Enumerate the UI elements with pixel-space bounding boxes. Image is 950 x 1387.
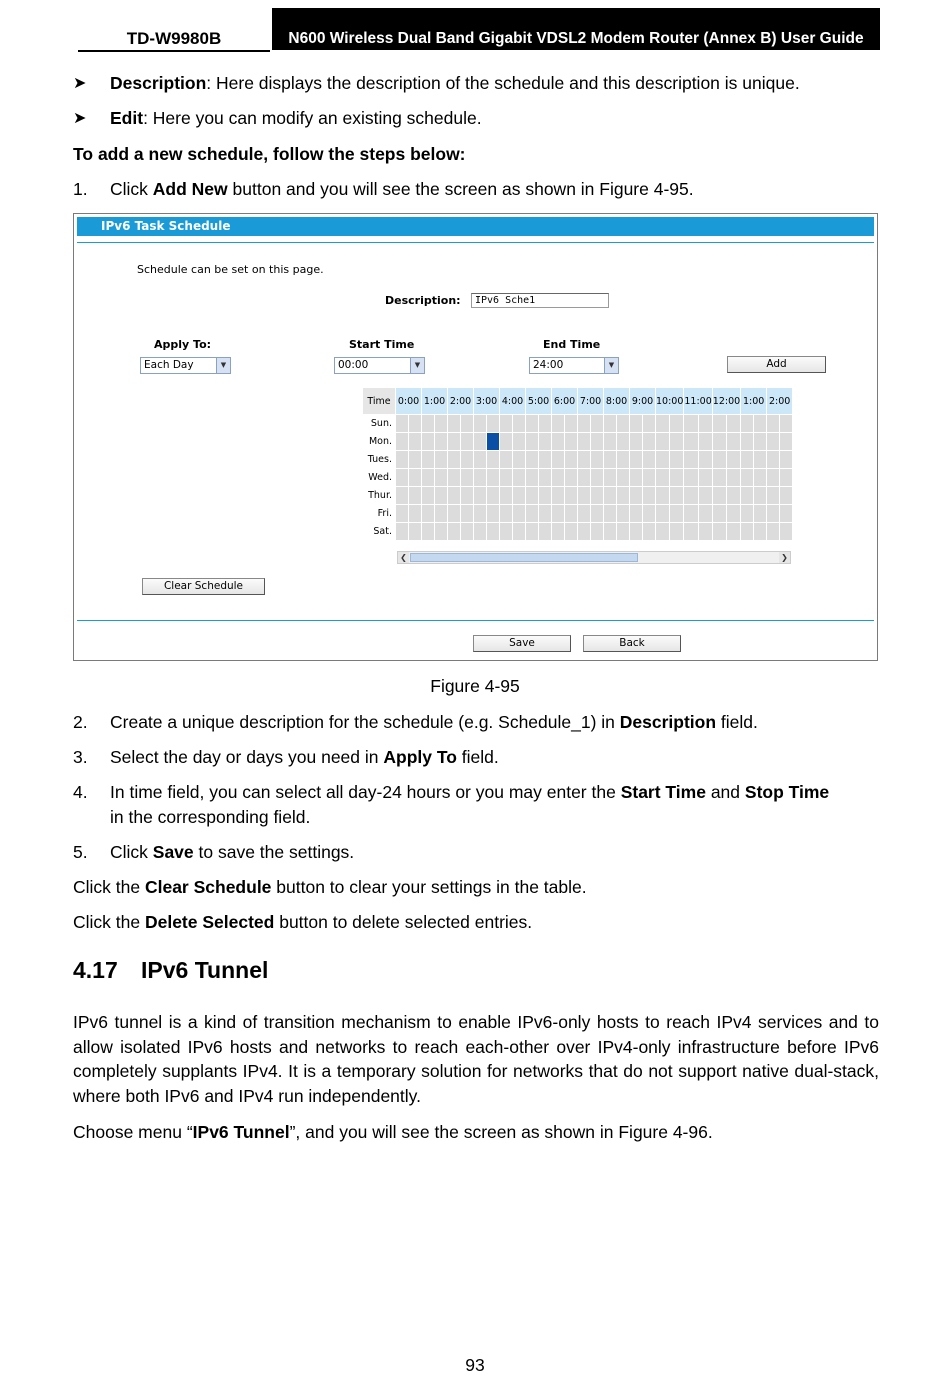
grid-cell[interactable] xyxy=(396,487,409,505)
divider xyxy=(77,242,874,243)
grid-day-row xyxy=(363,433,793,451)
grid-hour-header: 7:00 xyxy=(578,388,604,415)
grid-cell[interactable] xyxy=(767,415,780,433)
grid-cell[interactable] xyxy=(698,505,712,523)
grid-cell[interactable] xyxy=(565,505,578,523)
grid-cell[interactable] xyxy=(513,415,526,433)
grid-cell[interactable] xyxy=(643,415,656,433)
grid-cell[interactable] xyxy=(656,487,670,505)
grid-cell[interactable] xyxy=(578,469,591,487)
section-paragraph: IPv6 tunnel is a kind of transition mechanism to enable IPv6-only hosts to reach IPv4 services and to allow isolated IPv6 hosts and networks to reach each-other over IPv4-only infrastructure before IPv6 completely supplants IPv4. It is a temporary solution for networks that do not support native dual-stack, where both IPv6 and IPv4 run independently. xyxy=(73,1012,879,1106)
grid-cell[interactable] xyxy=(552,469,565,487)
grid-cell[interactable] xyxy=(630,433,643,451)
grid-cell[interactable] xyxy=(513,433,526,451)
grid-cell[interactable] xyxy=(630,469,643,487)
grid-day-row xyxy=(363,469,793,487)
grid-cell[interactable] xyxy=(656,451,670,469)
grid-cell[interactable] xyxy=(552,505,565,523)
grid-cell[interactable] xyxy=(526,487,539,505)
grid-cell[interactable] xyxy=(754,469,767,487)
grid-cell[interactable] xyxy=(565,469,578,487)
grid-cell[interactable] xyxy=(712,469,726,487)
end-time-select[interactable]: 24:00 ▼ xyxy=(529,357,619,374)
grid-cell[interactable] xyxy=(684,505,698,523)
grid-cell[interactable] xyxy=(604,415,617,433)
add-button[interactable]: Add xyxy=(727,356,826,373)
grid-cell[interactable] xyxy=(643,469,656,487)
grid-cell[interactable] xyxy=(461,469,474,487)
grid-day-row xyxy=(363,505,793,523)
grid-cell[interactable] xyxy=(726,415,740,433)
grid-cell[interactable] xyxy=(539,433,552,451)
grid-day-label: Sun. xyxy=(363,415,396,433)
grid-cell[interactable] xyxy=(526,505,539,523)
grid-cell[interactable] xyxy=(780,523,793,541)
grid-cell[interactable] xyxy=(604,469,617,487)
bullet-arrow-icon: ➤ xyxy=(73,75,87,92)
clear-schedule-button[interactable]: Clear Schedule xyxy=(142,578,265,595)
description-input[interactable]: IPv6 Sche1 xyxy=(471,293,609,308)
grid-cell[interactable] xyxy=(656,469,670,487)
step-number: 3. xyxy=(73,747,88,767)
grid-cell[interactable] xyxy=(487,469,500,487)
grid-cell[interactable] xyxy=(448,523,461,541)
grid-cell[interactable] xyxy=(684,469,698,487)
description-label: Description: xyxy=(385,294,461,307)
grid-cell[interactable] xyxy=(754,451,767,469)
grid-cell[interactable] xyxy=(487,505,500,523)
grid-cell[interactable] xyxy=(474,523,487,541)
grid-cell[interactable] xyxy=(487,487,500,505)
grid-day-label: Mon. xyxy=(363,433,396,451)
grid-cell[interactable] xyxy=(539,469,552,487)
step-2: Create a unique description for the schedule (e.g. Schedule_1) in Description field. xyxy=(110,712,758,732)
grid-cell[interactable] xyxy=(396,433,409,451)
grid-cell[interactable] xyxy=(552,451,565,469)
grid-cell[interactable] xyxy=(684,487,698,505)
grid-cell[interactable] xyxy=(500,451,513,469)
grid-cell[interactable] xyxy=(591,523,604,541)
grid-cell[interactable] xyxy=(712,433,726,451)
grid-cell[interactable] xyxy=(513,505,526,523)
grid-cell[interactable] xyxy=(712,487,726,505)
grid-cell[interactable] xyxy=(656,415,670,433)
grid-cell[interactable] xyxy=(754,415,767,433)
grid-cell[interactable] xyxy=(474,451,487,469)
grid-cell[interactable] xyxy=(656,505,670,523)
grid-hour-header: 12:00 xyxy=(712,388,740,415)
grid-cell[interactable] xyxy=(448,433,461,451)
grid-cell[interactable] xyxy=(500,415,513,433)
grid-cell[interactable] xyxy=(767,469,780,487)
grid-cell[interactable] xyxy=(474,433,487,451)
grid-cell[interactable] xyxy=(698,523,712,541)
back-button[interactable]: Back xyxy=(583,635,681,652)
grid-cell[interactable] xyxy=(643,433,656,451)
bullet-arrow-icon: ➤ xyxy=(73,110,87,127)
grid-cell[interactable] xyxy=(630,487,643,505)
grid-day-row xyxy=(363,487,793,505)
grid-cell[interactable] xyxy=(513,451,526,469)
chevron-down-icon: ▼ xyxy=(216,358,230,373)
grid-cell[interactable] xyxy=(726,487,740,505)
grid-cell[interactable] xyxy=(461,523,474,541)
grid-cell[interactable] xyxy=(670,523,684,541)
grid-cell[interactable] xyxy=(712,451,726,469)
chevron-down-icon: ▼ xyxy=(604,358,618,373)
grid-cell[interactable] xyxy=(422,415,435,433)
grid-cell[interactable] xyxy=(741,415,754,433)
grid-cell[interactable] xyxy=(578,433,591,451)
grid-cell[interactable] xyxy=(500,433,513,451)
apply-to-label: Apply To: xyxy=(154,338,212,351)
grid-hour-header: 2:00 xyxy=(767,388,793,415)
step-number: 1. xyxy=(73,179,88,199)
figure-ipv6-task-schedule xyxy=(73,213,878,661)
grid-cell[interactable] xyxy=(698,469,712,487)
grid-cell[interactable] xyxy=(643,523,656,541)
chevron-down-icon: ▼ xyxy=(410,358,424,373)
step-3: Select the day or days you need in Apply To field. xyxy=(110,747,499,767)
grid-cell[interactable] xyxy=(409,505,422,523)
grid-cell[interactable] xyxy=(461,487,474,505)
grid-cell[interactable] xyxy=(526,469,539,487)
grid-cell[interactable] xyxy=(754,433,767,451)
grid-hour-header: 1:00 xyxy=(741,388,767,415)
grid-cell[interactable] xyxy=(630,505,643,523)
grid-cell[interactable] xyxy=(630,415,643,433)
grid-cell[interactable] xyxy=(767,451,780,469)
grid-cell[interactable] xyxy=(726,505,740,523)
note-clear-schedule: Click the Clear Schedule button to clear your settings in the table. xyxy=(73,877,587,897)
grid-cell[interactable] xyxy=(643,487,656,505)
grid-cell[interactable] xyxy=(461,451,474,469)
grid-cell[interactable] xyxy=(435,415,448,433)
grid-cell[interactable] xyxy=(741,451,754,469)
grid-cell[interactable] xyxy=(712,523,726,541)
grid-cell[interactable] xyxy=(474,505,487,523)
grid-time-header: Time xyxy=(363,388,396,415)
grid-cell[interactable] xyxy=(409,469,422,487)
grid-cell[interactable] xyxy=(780,433,793,451)
grid-cell[interactable] xyxy=(741,469,754,487)
grid-cell[interactable] xyxy=(670,415,684,433)
step-5: Click Save to save the settings. xyxy=(110,842,355,862)
grid-cell[interactable] xyxy=(578,451,591,469)
grid-cell[interactable] xyxy=(552,433,565,451)
grid-cell[interactable] xyxy=(513,523,526,541)
grid-hour-header: 10:00 xyxy=(656,388,684,415)
grid-cell[interactable] xyxy=(500,469,513,487)
grid-cell[interactable] xyxy=(539,487,552,505)
bullet-edit: Edit: Here you can modify an existing schedule. xyxy=(110,108,482,128)
grid-cell[interactable] xyxy=(670,487,684,505)
grid-hour-header: 3:00 xyxy=(474,388,500,415)
schedule-intro: Schedule can be set on this page. xyxy=(137,263,324,276)
start-time-select[interactable]: 00:00 ▼ xyxy=(334,357,425,374)
header-title: N600 Wireless Dual Band Gigabit VDSL2 Modem Router (Annex B) User Guide xyxy=(272,8,880,50)
grid-hour-header: 4:00 xyxy=(500,388,526,415)
grid-cell[interactable] xyxy=(578,415,591,433)
grid-cell[interactable] xyxy=(539,523,552,541)
grid-cell[interactable] xyxy=(422,523,435,541)
grid-cell[interactable] xyxy=(656,523,670,541)
grid-cell[interactable] xyxy=(435,505,448,523)
grid-cell[interactable] xyxy=(396,469,409,487)
grid-cell[interactable] xyxy=(670,451,684,469)
grid-cell[interactable] xyxy=(396,523,409,541)
grid-day-row xyxy=(363,415,793,433)
grid-cell[interactable] xyxy=(780,487,793,505)
grid-cell[interactable] xyxy=(767,487,780,505)
grid-day-row xyxy=(363,451,793,469)
grid-cell[interactable] xyxy=(617,469,630,487)
grid-cell[interactable] xyxy=(422,487,435,505)
grid-cell[interactable] xyxy=(726,451,740,469)
grid-cell[interactable] xyxy=(780,469,793,487)
grid-cell[interactable] xyxy=(487,523,500,541)
grid-cell[interactable] xyxy=(684,433,698,451)
schedule-scrollbar[interactable] xyxy=(397,551,791,564)
grid-cell[interactable] xyxy=(754,487,767,505)
menu-instruction: Choose menu “IPv6 Tunnel”, and you will see the screen as shown in Figure 4-96. xyxy=(73,1122,713,1142)
grid-cell[interactable] xyxy=(656,433,670,451)
start-time-label: Start Time xyxy=(349,338,415,351)
divider xyxy=(77,620,874,621)
schedule-grid xyxy=(362,387,793,541)
grid-cell[interactable] xyxy=(487,433,500,451)
grid-hour-header: 2:00 xyxy=(448,388,474,415)
grid-cell[interactable] xyxy=(409,523,422,541)
grid-header-row xyxy=(363,388,793,415)
grid-cell[interactable] xyxy=(565,523,578,541)
grid-hour-header: 0:00 xyxy=(396,388,422,415)
grid-cell[interactable] xyxy=(754,523,767,541)
grid-cell[interactable] xyxy=(435,487,448,505)
grid-cell[interactable] xyxy=(604,433,617,451)
scrollbar-thumb[interactable] xyxy=(410,553,638,562)
grid-cell[interactable] xyxy=(539,415,552,433)
grid-cell[interactable] xyxy=(409,487,422,505)
grid-cell[interactable] xyxy=(461,505,474,523)
grid-cell[interactable] xyxy=(526,415,539,433)
grid-hour-header: 11:00 xyxy=(684,388,712,415)
grid-cell[interactable] xyxy=(578,505,591,523)
grid-cell[interactable] xyxy=(578,523,591,541)
grid-cell[interactable] xyxy=(448,451,461,469)
grid-cell[interactable] xyxy=(698,433,712,451)
grid-hour-header: 8:00 xyxy=(604,388,630,415)
grid-day-row xyxy=(363,523,793,541)
grid-cell[interactable] xyxy=(630,451,643,469)
step-1: Click Add New button and you will see the screen as shown in Figure 4-95. xyxy=(110,179,694,199)
grid-cell[interactable] xyxy=(422,469,435,487)
grid-cell[interactable] xyxy=(670,469,684,487)
grid-cell[interactable] xyxy=(604,505,617,523)
grid-cell[interactable] xyxy=(500,523,513,541)
grid-cell[interactable] xyxy=(604,451,617,469)
grid-cell[interactable] xyxy=(591,415,604,433)
grid-cell[interactable] xyxy=(565,415,578,433)
save-button[interactable]: Save xyxy=(473,635,571,652)
grid-cell[interactable] xyxy=(780,415,793,433)
apply-to-select[interactable]: Each Day ▼ xyxy=(140,357,231,374)
grid-cell[interactable] xyxy=(396,451,409,469)
grid-cell[interactable] xyxy=(617,505,630,523)
grid-cell[interactable] xyxy=(513,469,526,487)
grid-cell[interactable] xyxy=(552,415,565,433)
grid-cell[interactable] xyxy=(422,505,435,523)
grid-cell[interactable] xyxy=(591,487,604,505)
grid-cell[interactable] xyxy=(767,523,780,541)
grid-day-label: Wed. xyxy=(363,469,396,487)
grid-cell[interactable] xyxy=(767,505,780,523)
grid-cell[interactable] xyxy=(526,523,539,541)
grid-day-label: Fri. xyxy=(363,505,396,523)
grid-cell[interactable] xyxy=(780,451,793,469)
grid-cell[interactable] xyxy=(604,523,617,541)
grid-cell[interactable] xyxy=(552,487,565,505)
grid-day-label: Sat. xyxy=(363,523,396,541)
chevron-right-icon[interactable]: ❯ xyxy=(779,552,790,563)
grid-cell[interactable] xyxy=(684,451,698,469)
figure-caption: Figure 4-95 xyxy=(430,676,520,696)
section-heading: 4.17 IPv6 Tunnel xyxy=(73,957,269,983)
bullet-description: Description: Here displays the description of the schedule and this description is unique. xyxy=(110,73,800,93)
grid-cell[interactable] xyxy=(578,487,591,505)
grid-cell[interactable] xyxy=(726,523,740,541)
grid-cell[interactable] xyxy=(435,469,448,487)
grid-cell[interactable] xyxy=(422,451,435,469)
grid-cell[interactable] xyxy=(591,505,604,523)
grid-cell[interactable] xyxy=(670,505,684,523)
chevron-left-icon[interactable]: ❮ xyxy=(398,552,409,563)
grid-cell[interactable] xyxy=(474,415,487,433)
grid-cell[interactable] xyxy=(617,433,630,451)
header-model: TD-W9980B xyxy=(78,28,270,52)
grid-cell[interactable] xyxy=(617,487,630,505)
grid-cell[interactable] xyxy=(591,451,604,469)
step-number: 5. xyxy=(73,842,88,862)
step-number: 4. xyxy=(73,782,88,802)
grid-cell[interactable] xyxy=(448,469,461,487)
grid-cell[interactable] xyxy=(670,433,684,451)
grid-cell[interactable] xyxy=(396,505,409,523)
grid-cell[interactable] xyxy=(526,451,539,469)
grid-cell[interactable] xyxy=(591,433,604,451)
grid-cell[interactable] xyxy=(461,433,474,451)
grid-cell[interactable] xyxy=(396,415,409,433)
grid-hour-header: 5:00 xyxy=(526,388,552,415)
step-4: In time field, you can select all day-24 hours or you may enter the Start Time and Stop Time xyxy=(110,782,830,802)
grid-day-label: Tues. xyxy=(363,451,396,469)
grid-cell[interactable] xyxy=(780,505,793,523)
grid-cell[interactable] xyxy=(500,505,513,523)
grid-hour-header: 6:00 xyxy=(552,388,578,415)
grid-cell[interactable] xyxy=(754,505,767,523)
grid-cell[interactable] xyxy=(617,523,630,541)
grid-cell[interactable] xyxy=(617,415,630,433)
grid-cell[interactable] xyxy=(487,451,500,469)
grid-cell[interactable] xyxy=(712,505,726,523)
grid-cell[interactable] xyxy=(409,451,422,469)
grid-cell[interactable] xyxy=(474,469,487,487)
grid-cell[interactable] xyxy=(435,433,448,451)
page-number: 93 xyxy=(465,1355,485,1375)
grid-cell[interactable] xyxy=(565,451,578,469)
grid-cell[interactable] xyxy=(422,433,435,451)
end-time-label: End Time xyxy=(543,338,601,351)
grid-cell[interactable] xyxy=(526,433,539,451)
grid-cell[interactable] xyxy=(617,451,630,469)
grid-day-label: Thur. xyxy=(363,487,396,505)
grid-cell[interactable] xyxy=(684,523,698,541)
figure-title-bar: IPv6 Task Schedule xyxy=(77,217,874,236)
grid-cell[interactable] xyxy=(448,487,461,505)
grid-cell[interactable] xyxy=(604,487,617,505)
grid-cell[interactable] xyxy=(409,433,422,451)
grid-cell[interactable] xyxy=(552,523,565,541)
grid-cell[interactable] xyxy=(539,451,552,469)
grid-hour-header: 9:00 xyxy=(630,388,656,415)
steps-heading: To add a new schedule, follow the steps below: xyxy=(73,144,466,164)
grid-cell[interactable] xyxy=(698,487,712,505)
grid-cell[interactable] xyxy=(741,523,754,541)
grid-cell[interactable] xyxy=(630,523,643,541)
grid-cell[interactable] xyxy=(539,505,552,523)
grid-cell[interactable] xyxy=(643,505,656,523)
step-4-continued: in the corresponding field. xyxy=(110,807,311,827)
grid-cell[interactable] xyxy=(712,415,726,433)
grid-cell[interactable] xyxy=(726,469,740,487)
grid-cell[interactable] xyxy=(474,487,487,505)
grid-cell[interactable] xyxy=(726,433,740,451)
grid-cell[interactable] xyxy=(448,505,461,523)
grid-cell[interactable] xyxy=(643,451,656,469)
grid-cell[interactable] xyxy=(565,487,578,505)
grid-cell[interactable] xyxy=(487,415,500,433)
grid-cell[interactable] xyxy=(565,433,578,451)
grid-cell[interactable] xyxy=(741,433,754,451)
grid-cell[interactable] xyxy=(409,415,422,433)
grid-cell[interactable] xyxy=(435,451,448,469)
grid-cell[interactable] xyxy=(741,505,754,523)
grid-cell[interactable] xyxy=(698,415,712,433)
grid-cell[interactable] xyxy=(698,451,712,469)
grid-cell[interactable] xyxy=(591,469,604,487)
note-delete-selected: Click the Delete Selected button to delete selected entries. xyxy=(73,912,533,932)
grid-cell[interactable] xyxy=(684,415,698,433)
grid-cell[interactable] xyxy=(435,523,448,541)
grid-cell[interactable] xyxy=(767,433,780,451)
grid-cell[interactable] xyxy=(513,487,526,505)
grid-cell[interactable] xyxy=(461,415,474,433)
step-number: 2. xyxy=(73,712,88,732)
grid-cell[interactable] xyxy=(500,487,513,505)
grid-cell[interactable] xyxy=(448,415,461,433)
grid-cell[interactable] xyxy=(741,487,754,505)
grid-hour-header: 1:00 xyxy=(422,388,448,415)
